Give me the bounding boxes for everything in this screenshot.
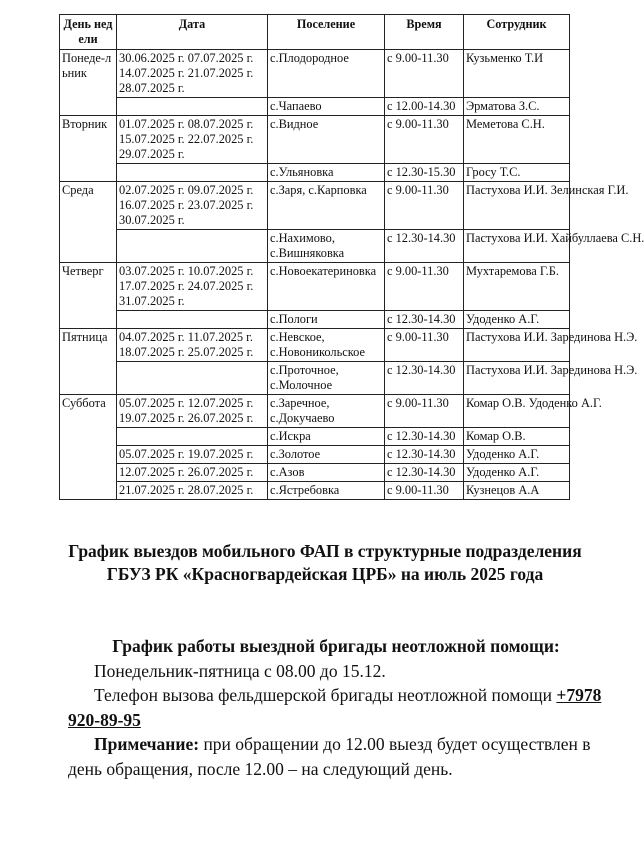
cell-place: с.Золотое [268,446,385,464]
cell-staff: Пастухова И.И. Хайбуллаева С.Н. [464,230,570,263]
note-text: при обращении до 12.00 выезд будет осуществлен в день обращения, после 12.00 – на следующий день. [68,734,591,779]
cell-date [117,428,268,446]
table-row [60,116,570,164]
cell-time: с 12.00-14.30 [385,98,464,116]
cell-time: с 9.00-11.30 [385,50,464,98]
cell-time: с 12.30-15.30 [385,164,464,182]
cell-place: с.Видное [268,116,385,164]
cell-date: 05.07.2025 г. 12.07.2025 г. 19.07.2025 г. 26.07.2025 г. [117,395,268,428]
cell-staff: Комар О.В. Удоденко А.Г. [464,395,570,428]
cell-time: с 12.30-14.30 [385,464,464,482]
cell-time: с 12.30-14.30 [385,362,464,395]
cell-time: с 12.30-14.30 [385,446,464,464]
cell-place: с.Заря, с.Карповка [268,182,385,230]
cell-time: с 9.00-11.30 [385,482,464,500]
cell-day: Суббота [60,395,117,500]
cell-staff: Кузьменко Т.И [464,50,570,98]
table-row [60,329,570,362]
cell-time: с 9.00-11.30 [385,263,464,311]
cell-date: 02.07.2025 г. 09.07.2025 г. 16.07.2025 г. 23.07.2025 г. 30.07.2025 г. [117,182,268,230]
cell-day: Вторник [60,116,117,182]
cell-day: Среда [60,182,117,263]
cell-date: 12.07.2025 г. 26.07.2025 г. [117,464,268,482]
table-row [60,311,570,329]
cell-place: с.Нахимово, с.Вишняковка [268,230,385,263]
schedule-title: График выездов мобильного ФАП в структурные подразделения ГБУЗ РК «Красногвардейская ЦРБ» на июль 2025 года [68,541,582,584]
cell-date: 03.07.2025 г. 10.07.2025 г. 17.07.2025 г. 24.07.2025 г. 31.07.2025 г. [117,263,268,311]
cell-date [117,164,268,182]
cell-time: с 9.00-11.30 [385,329,464,362]
phone-number: +7978 920-89-95 [68,685,602,730]
cell-staff: Эрматова З.С. [464,98,570,116]
table-row [60,164,570,182]
note-label: Примечание: [94,734,200,754]
phone-label: Телефон вызова фельдшерской бригады неотложной помощи [94,685,552,705]
brigade-heading: График работы выездной бригады неотложной помощи: [112,636,560,656]
cell-time: с 12.30-14.30 [385,230,464,263]
cell-place: с.Невское, с.Новоникольское [268,329,385,362]
cell-staff: Мухтаремова Г.Б. [464,263,570,311]
cell-date [117,311,268,329]
cell-time: с 12.30-14.30 [385,428,464,446]
cell-date: 05.07.2025 г. 19.07.2025 г. [117,446,268,464]
cell-place: с.Азов [268,464,385,482]
table-row [60,263,570,311]
cell-date: 21.07.2025 г. 28.07.2025 г. [117,482,268,500]
header-date: Дата [117,15,268,50]
brigade-hours: Понедельник-пятница с 08.00 до 15.12. [94,660,386,681]
brigade-section [68,634,608,781]
cell-date: 01.07.2025 г. 08.07.2025 г. 15.07.2025 г. 22.07.2025 г. 29.07.2025 г. [117,116,268,164]
cell-date [117,362,268,395]
cell-place: с.Плодородное [268,50,385,98]
cell-time: с 12.30-14.30 [385,311,464,329]
cell-date [117,230,268,263]
table-row [60,230,570,263]
cell-date: 04.07.2025 г. 11.07.2025 г. 18.07.2025 г. 25.07.2025 г. [117,329,268,362]
cell-staff: Пастухова И.И. Зарединова Н.Э. [464,362,570,395]
cell-place: с.Пологи [268,311,385,329]
table-row [60,464,570,482]
cell-place: с.Искра [268,428,385,446]
cell-staff: Комар О.В. [464,428,570,446]
header-staff: Сотрудник [464,15,570,50]
cell-place: с.Ульяновка [268,164,385,182]
cell-place: с.Проточное, с.Молочное [268,362,385,395]
cell-place: с.Заречное, с.Докучаево [268,395,385,428]
table-row [60,395,570,428]
table-row [60,50,570,98]
cell-staff: Удоденко А.Г. [464,446,570,464]
table-row [60,362,570,395]
table-row [60,428,570,446]
cell-place: с.Чапаево [268,98,385,116]
cell-place: с.Ястребовка [268,482,385,500]
table-row [60,482,570,500]
cell-staff: Пастухова И.И. Зарединова Н.Э. [464,329,570,362]
cell-time: с 9.00-11.30 [385,116,464,164]
cell-time: с 9.00-11.30 [385,395,464,428]
cell-day: Понеде-льник [60,50,117,116]
table-row [60,182,570,230]
table-row [60,98,570,116]
cell-staff: Кузнецов А.А [464,482,570,500]
cell-day: Пятница [60,329,117,395]
cell-staff: Гросу Т.С. [464,164,570,182]
cell-place: с.Новоекатериновка [268,263,385,311]
schedule-table [59,14,644,500]
table-header-row [60,15,570,50]
cell-staff: Пастухова И.И. Зелинская Г.И. [464,182,570,230]
header-day: День недели [60,15,117,50]
cell-date: 30.06.2025 г. 07.07.2025 г. 14.07.2025 г. 21.07.2025 г. 28.07.2025 г. [117,50,268,98]
header-time: Время [385,15,464,50]
brigade-phone-line [68,683,608,732]
cell-time: с 9.00-11.30 [385,182,464,230]
header-place: Поселение [268,15,385,50]
cell-staff: Удоденко А.Г. [464,464,570,482]
brigade-note [68,732,608,781]
table-row [60,446,570,464]
cell-day: Четверг [60,263,117,329]
cell-staff: Удоденко А.Г. [464,311,570,329]
cell-date [117,98,268,116]
cell-staff: Меметова С.Н. [464,116,570,164]
